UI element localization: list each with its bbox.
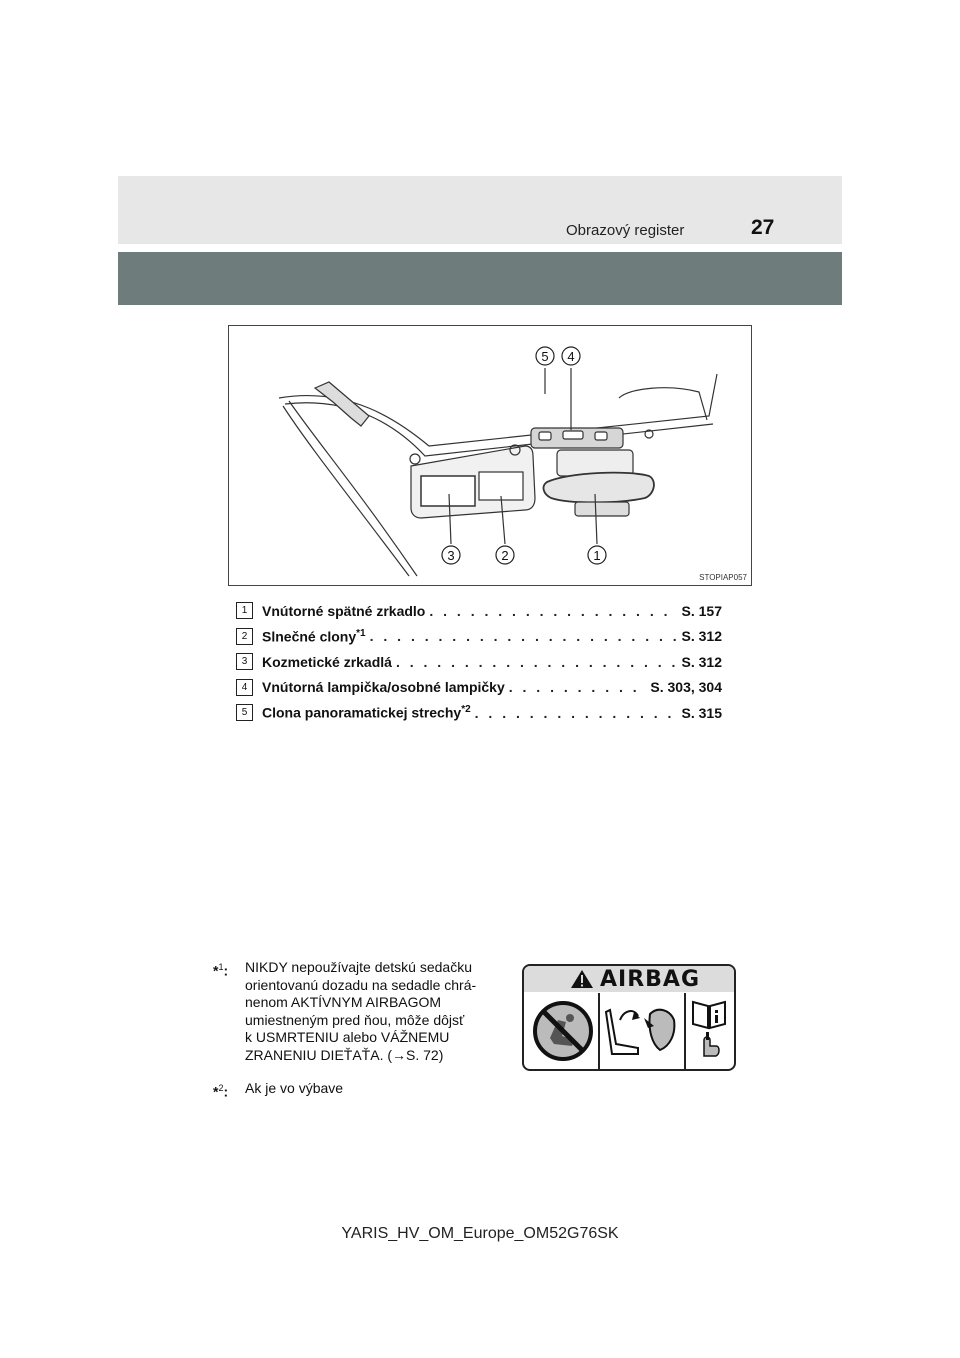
leader-dots xyxy=(396,654,678,670)
callout-4-label: 4 xyxy=(567,349,575,364)
legend-label: Kozmetické zrkadlá xyxy=(262,653,392,670)
legend-number: 3 xyxy=(236,653,253,670)
interior-illustration xyxy=(228,325,752,586)
header-bar xyxy=(118,176,842,244)
manual-book-icon xyxy=(690,998,728,1064)
footnote-2 xyxy=(213,1080,513,1098)
footnotes xyxy=(213,959,513,1098)
legend-item xyxy=(236,624,722,650)
footnote-marker: *1 xyxy=(356,627,366,639)
figure-code: STOPIAP057 xyxy=(699,573,747,582)
leader-dots xyxy=(370,628,678,644)
legend-label: Clona panoramatickej strechy$^{*2}$ xyxy=(262,704,471,722)
airbag-title: AIRBAG xyxy=(600,967,701,992)
footnote-line: orientovanú dozadu na sedadle chrá- xyxy=(245,976,477,993)
leader-dots xyxy=(429,603,677,619)
airbag-warning-label xyxy=(522,964,736,1071)
footnote-1 xyxy=(213,959,513,1064)
callout-5-label: 5 xyxy=(541,349,549,364)
legend-item xyxy=(236,598,722,624)
footnote-line: k USMRTENIU alebo VÁŽNEMU xyxy=(245,1029,450,1045)
legend-number: 4 xyxy=(236,679,253,696)
footnote-line: umiestneným pred ňou, môže dôjsť xyxy=(245,1011,465,1028)
legend-label: Vnútorná lampička/osobné lampičky xyxy=(262,679,505,696)
header-band xyxy=(118,252,842,305)
legend-list xyxy=(236,598,722,726)
footnote-line: nenom AKTÍVNYM AIRBAGOM xyxy=(245,994,442,1010)
leader-dots xyxy=(509,679,647,695)
legend-item xyxy=(236,675,722,701)
footnote-line: ZRANENIU DIEŤAŤA. (→S. 72) xyxy=(245,1046,444,1063)
page-number: 27 xyxy=(751,216,775,239)
no-rear-facing-child-seat-icon xyxy=(532,1000,594,1062)
footnote-mark: *$^1$: xyxy=(213,962,229,979)
car-ceiling-drawing xyxy=(229,326,751,585)
callout-1-label: 1 xyxy=(593,548,601,563)
label-divider xyxy=(598,993,600,1069)
leader-dots xyxy=(475,705,678,721)
page-reference[interactable]: S. 157 xyxy=(681,602,722,619)
page-reference[interactable]: S. 312 xyxy=(681,653,722,670)
callout-2-label: 2 xyxy=(501,548,509,563)
legend-item xyxy=(236,649,722,675)
footnote-marker: *2 xyxy=(461,704,471,716)
legend-item xyxy=(236,700,722,726)
footnote-line: NIKDY nepoužívajte detskú sedačku xyxy=(245,959,472,975)
page-reference[interactable]: S. 315 xyxy=(681,704,722,721)
label-divider xyxy=(684,993,686,1069)
section-title: Obrazový register xyxy=(566,222,685,239)
legend-number: 2 xyxy=(236,628,253,645)
page-reference[interactable]: S. 303, 304 xyxy=(650,679,722,696)
legend-label: Vnútorné spätné zrkadlo xyxy=(262,602,426,619)
warning-triangle-icon xyxy=(570,969,594,989)
footnote-mark: *$^2$: xyxy=(213,1083,229,1100)
footnote-line: Ak je vo výbave xyxy=(245,1080,344,1096)
legend-number: 5 xyxy=(236,704,253,721)
document-id: YARIS_HV_OM_Europe_OM52G76SK xyxy=(341,1225,619,1242)
legend-number: 1 xyxy=(236,602,253,619)
legend-label: Slnečné clony$^{*1}$ xyxy=(262,627,366,645)
airbag-deploy-icon xyxy=(604,1000,680,1062)
page-reference[interactable]: S. 312 xyxy=(681,628,722,645)
callout-3-label: 3 xyxy=(447,548,455,563)
